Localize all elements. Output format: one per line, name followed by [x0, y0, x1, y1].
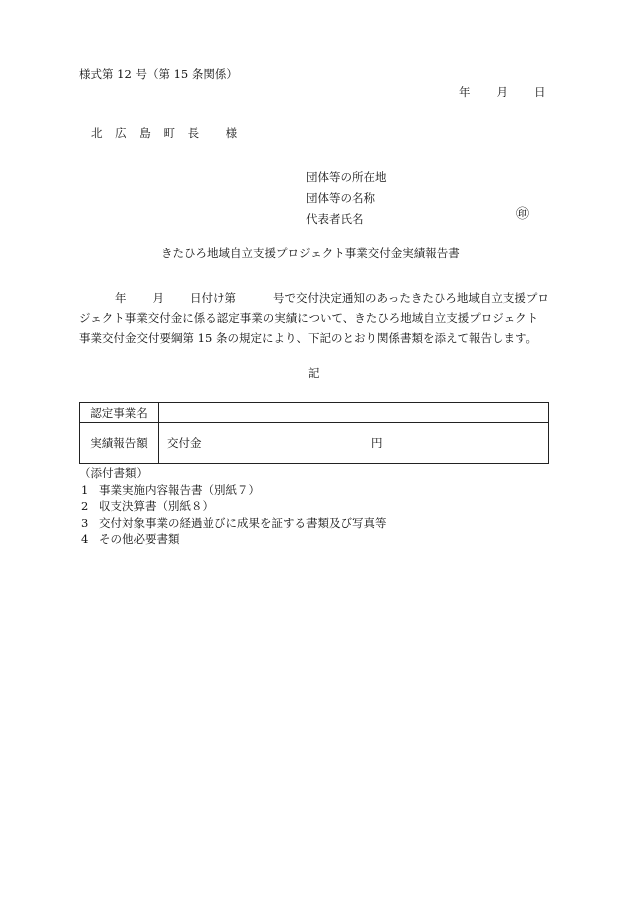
- table-row: [80, 403, 549, 423]
- document-title: きたひろ地域自立支援プロジェクト事業交付金実績報告書: [161, 246, 460, 260]
- report-table: [79, 402, 549, 464]
- form-number: 様式第 12 号（第 15 条関係）: [79, 67, 238, 81]
- list-item: 1 事業実施内容報告書（別紙７）: [81, 482, 260, 497]
- addressee-name: 北 広 島 町 長: [91, 126, 200, 140]
- body-month: 月: [152, 291, 164, 305]
- seal-mark: ㊞: [516, 207, 530, 222]
- body-line-1-rest: 号で交付決定通知のあったきたひろ地域自立支援プロ: [273, 291, 549, 305]
- addressee: [91, 128, 238, 140]
- amount-unit: 円: [371, 436, 383, 450]
- date-line: [459, 87, 546, 99]
- ki-mark: 記: [308, 366, 320, 380]
- applicant-name-label: 団体等の名称: [306, 191, 375, 205]
- body-line-1: [79, 288, 551, 308]
- date-month: 月: [496, 85, 508, 99]
- applicant-address-label: 団体等の所在地: [306, 170, 387, 184]
- project-name-value[interactable]: [159, 403, 549, 423]
- amount-prefix: 交付金: [167, 436, 202, 450]
- list-item: 3 交付対象事業の経過並びに成果を証する書類及び写真等: [81, 515, 387, 530]
- body-line-3: 事業交付金交付要綱第 15 条の規定により、下記のとおり関係書類を添えて報告します。: [79, 331, 538, 345]
- list-item: 2 収支決算書（別紙８）: [81, 499, 214, 513]
- date-day: 日: [534, 85, 546, 99]
- body-year: 年: [115, 291, 127, 305]
- applicant-representative-label: 代表者氏名: [306, 212, 364, 226]
- attachments-heading: （添付書類）: [79, 466, 148, 480]
- project-name-label: 認定事業名: [80, 403, 159, 423]
- table-row: [80, 423, 549, 464]
- date-year: 年: [459, 85, 471, 99]
- body-text: [79, 288, 551, 348]
- body-date-suffix: 日付け第: [190, 291, 236, 305]
- list-item: 4 その他必要書類: [81, 532, 180, 546]
- report-amount-label: 実績報告額: [80, 423, 159, 464]
- body-line-2: ジェクト事業交付金に係る認定事業の実績について、きたひろ地域自立支援プロジェクト: [79, 311, 539, 325]
- report-amount-value[interactable]: [159, 423, 549, 464]
- addressee-honorific: 様: [225, 126, 238, 140]
- applicant-block: [306, 167, 387, 230]
- attachments-list: [79, 465, 387, 548]
